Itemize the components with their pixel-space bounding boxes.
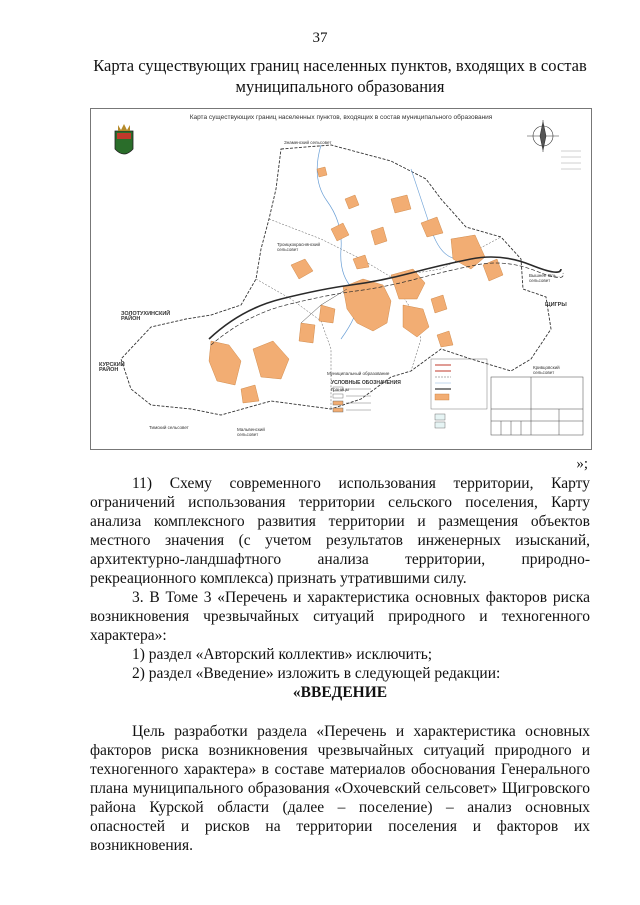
map-label-troitsk: Троицкокраснянский сельсовет [277, 242, 320, 252]
title-block [491, 377, 583, 435]
page-number: 37 [312, 30, 328, 46]
paragraph-line: возникновения чрезвычайных ситуаций природного и техногенного [90, 608, 590, 625]
legend-subtitle: Границы [331, 387, 349, 392]
compass-rose-icon [527, 120, 559, 152]
map-label-shchigry: ЩИГРЫ [545, 302, 567, 308]
map-label-kursk: КУРСКИЙ РАЙОН [99, 362, 125, 373]
map-label-zolotukhino: ЗОЛОТУХИНСКИЙ РАЙОН [121, 311, 171, 322]
paragraph-line: района Курской области (далее – поселение) – анализ основных [90, 799, 590, 816]
page-title: Карта существующих границ населенных пунктов, входящих в состав муниципального образования [93, 56, 587, 96]
paragraph-line: опасностей и рисков на территории поселения и факторов их [90, 818, 590, 835]
map-label-municipal: Муниципальный образование [327, 371, 390, 376]
list-item: 2) раздел «Введение» изложить в следующей редакции: [132, 665, 501, 682]
map-label-znamenskiy: Знаменский сельсовет [284, 140, 332, 145]
paragraph-line: факторов риска возникновения чрезвычайных ситуаций природного и [90, 742, 590, 759]
map-label-malovsky: Мальвенский сельсовет [237, 427, 265, 437]
map-label-tim: Тимский сельсовет [149, 425, 189, 430]
legend-panel [431, 359, 487, 428]
map-label-krivtsovsky: Кривцовский сельсовет [533, 365, 560, 375]
closing-quote: »; [576, 456, 588, 472]
map-key-top [561, 151, 581, 169]
paragraph-line: техногенного характера» в составе материалов обоснования Генерального [90, 761, 590, 778]
paragraph-line: 11) Схему современного использования территории, Карту [132, 475, 590, 492]
section-heading: «ВВЕДЕНИЕ [292, 684, 388, 701]
paragraph-line: 3. В Томе 3 «Перечень и характеристика основных факторов риска [132, 589, 590, 606]
map-graphic [91, 109, 591, 449]
coat-of-arms-icon [115, 124, 133, 154]
paragraph-line: анализа комплексного развития территории и размещения объектов [90, 513, 590, 530]
paragraph-line: Цель разработки раздела «Перечень и характеристика основных [132, 723, 590, 740]
list-item: 1) раздел «Авторский коллектив» исключить; [132, 646, 433, 663]
map-inner-title: Карта существующих границ населенных пунктов, входящих в состав муниципального образования [189, 114, 493, 121]
paragraph-line: местного значения (с учетом результатов инженерных изысканий, [90, 532, 590, 549]
paragraph-line: ограничений использования территории сельского поселения, Карту [90, 494, 590, 511]
legend-title: УСЛОВНЫЕ ОБОЗНАЧЕНИЯ [331, 380, 401, 386]
paragraph-line: плана муниципального образования «Охочевский сельсовет» Щигровского [90, 780, 590, 797]
paragraph-line: рекреационного комплекса) признать утратившими силу. [90, 570, 467, 587]
map-label-vyshnee: Вышнее Оль... сельсовет [529, 273, 560, 283]
paragraph-line: архитектурно-ландшафтного анализа территории, природно- [90, 551, 590, 568]
paragraph-line: возникновения. [90, 837, 193, 854]
paragraph-line: характера»: [90, 627, 167, 644]
settlement-boundary-map [90, 108, 592, 450]
